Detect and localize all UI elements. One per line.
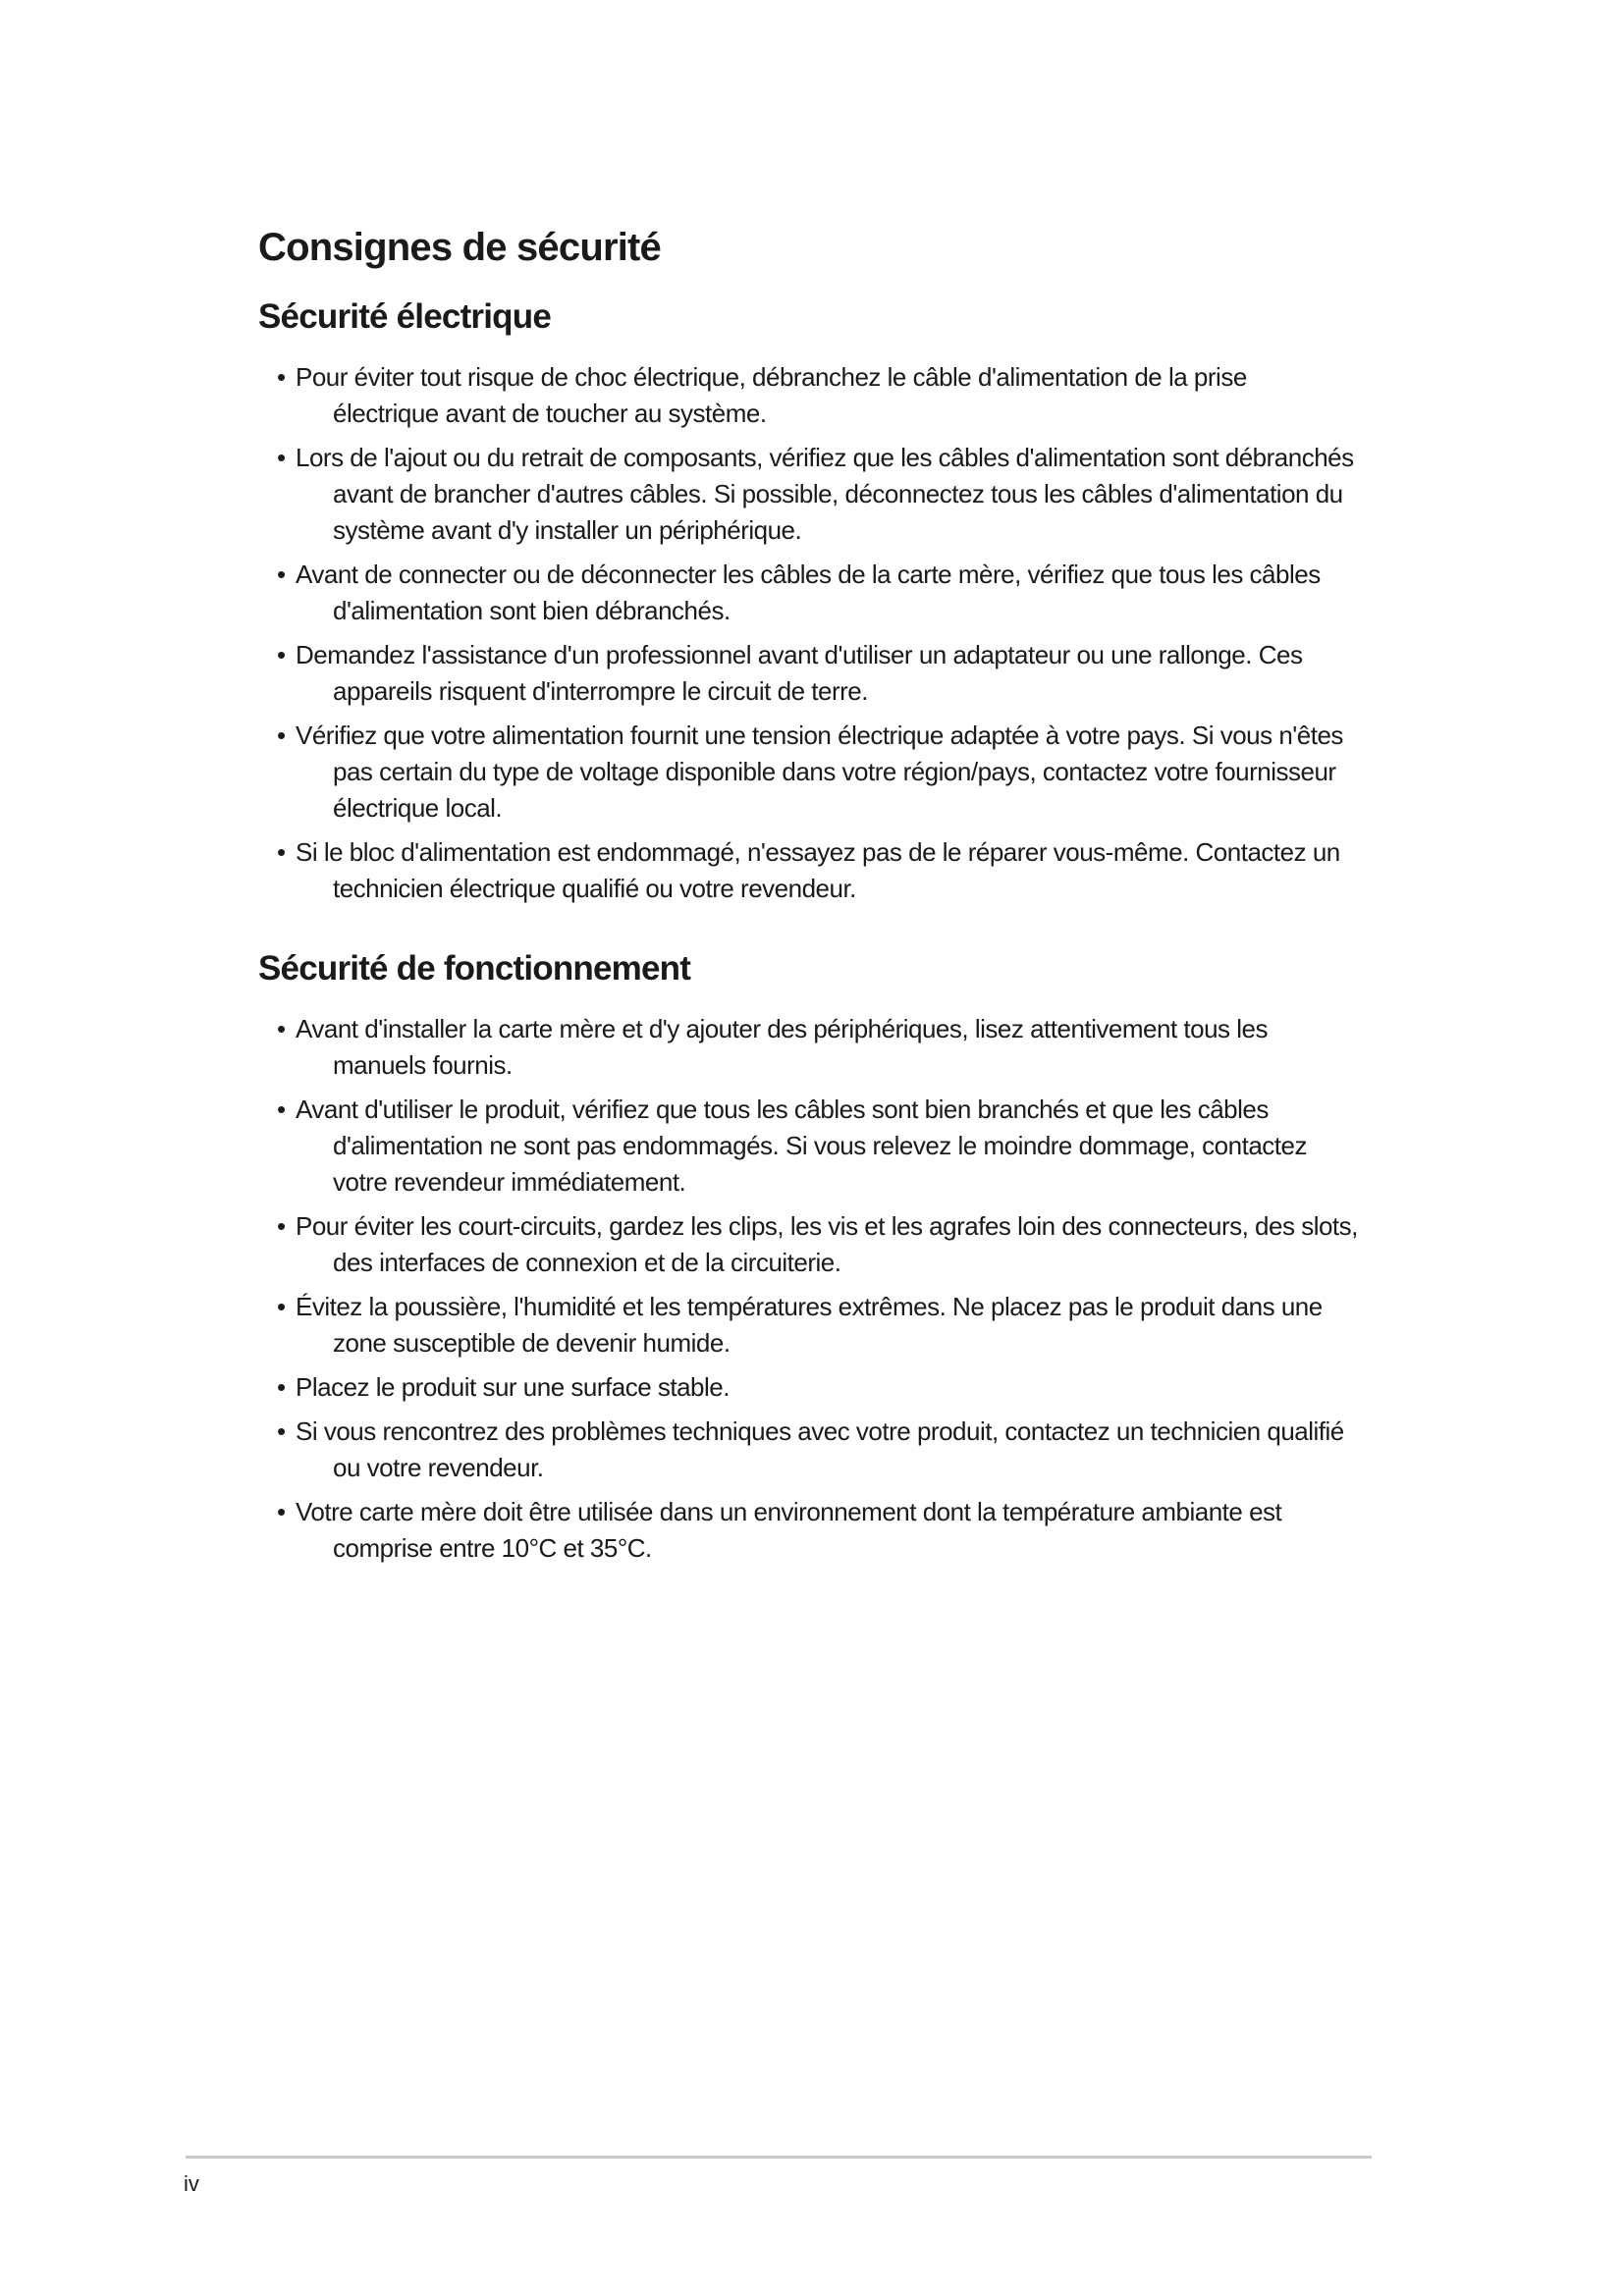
section-heading-operation: Sécurité de fonctionnement bbox=[258, 949, 691, 988]
bullet-icon: • bbox=[277, 362, 286, 392]
bullet-icon: • bbox=[277, 560, 286, 589]
list-item: • Vérifiez que votre alimentation fournit une tension électrique adaptée à votre pays. Si vous n'êtes pas certain du type de voltage disponible dans votre région/pays, contactez votre fournisseur électrique local. bbox=[258, 718, 1358, 827]
list-item: • Pour éviter les court-circuits, gardez les clips, les vis et les agrafes loin des connecteurs, des slots, des interfaces de connexion et de la circuiterie. bbox=[258, 1208, 1358, 1281]
page-title: Consignes de sécurité bbox=[258, 226, 661, 269]
list-item: • Lors de l'ajout ou du retrait de composants, vérifiez que les câbles d'alimentation sont débranchés avant de brancher d'autres câbles. Si possible, déconnectez tous les câbles d'alimentation du système avant d'y installer un périphérique. bbox=[258, 440, 1358, 549]
section-heading-electrical: Sécurité électrique bbox=[258, 297, 551, 336]
bullet-icon: • bbox=[277, 1211, 286, 1241]
list-item: • Pour éviter tout risque de choc électrique, débranchez le câble d'alimentation de la prise électrique avant de toucher au système. bbox=[258, 359, 1358, 432]
list-item: • Avant d'installer la carte mère et d'y ajouter des périphériques, lisez attentivement tous les manuels fournis. bbox=[258, 1011, 1358, 1084]
page-number: iv bbox=[184, 2171, 199, 2196]
list-item: • Si le bloc d'alimentation est endommagé, n'essayez pas de le réparer vous-même. Contactez un technicien électrique qualifié ou votre revendeur. bbox=[258, 834, 1358, 907]
bullet-icon: • bbox=[277, 1372, 286, 1402]
bullet-icon: • bbox=[277, 1416, 286, 1446]
bullet-icon: • bbox=[277, 837, 286, 867]
bullet-icon: • bbox=[277, 640, 286, 669]
operation-safety-list bbox=[258, 1011, 1358, 1567]
list-item: • Demandez l'assistance d'un professionnel avant d'utiliser un adaptateur ou une rallonge. Ces appareils risquent d'interrompre le circuit de terre. bbox=[258, 637, 1358, 710]
bullet-icon: • bbox=[277, 443, 286, 472]
list-item: • Placez le produit sur une surface stable. bbox=[258, 1369, 1358, 1406]
bullet-icon: • bbox=[277, 721, 286, 750]
list-item: • Si vous rencontrez des problèmes techniques avec votre produit, contactez un technicien qualifié ou votre revendeur. bbox=[258, 1414, 1358, 1486]
bullet-icon: • bbox=[277, 1497, 286, 1526]
footer-divider bbox=[186, 2156, 1372, 2159]
list-item: • Évitez la poussière, l'humidité et les températures extrêmes. Ne placez pas le produit dans une zone susceptible de devenir humide. bbox=[258, 1289, 1358, 1362]
document-body bbox=[258, 224, 1358, 1575]
bullet-icon: • bbox=[277, 1014, 286, 1043]
bullet-icon: • bbox=[277, 1095, 286, 1124]
electrical-safety-list bbox=[258, 359, 1358, 907]
list-item: • Avant de connecter ou de déconnecter les câbles de la carte mère, vérifiez que tous les câbles d'alimentation sont bien débranchés. bbox=[258, 557, 1358, 629]
list-item: • Avant d'utiliser le produit, vérifiez que tous les câbles sont bien branchés et que les câbles d'alimentation ne sont pas endommagés. Si vous relevez le moindre dommage, contactez votre revendeur immédiatement. bbox=[258, 1092, 1358, 1201]
bullet-icon: • bbox=[277, 1292, 286, 1321]
list-item: • Votre carte mère doit être utilisée dans un environnement dont la température ambiante est comprise entre 10°C et 35°C. bbox=[258, 1494, 1358, 1567]
